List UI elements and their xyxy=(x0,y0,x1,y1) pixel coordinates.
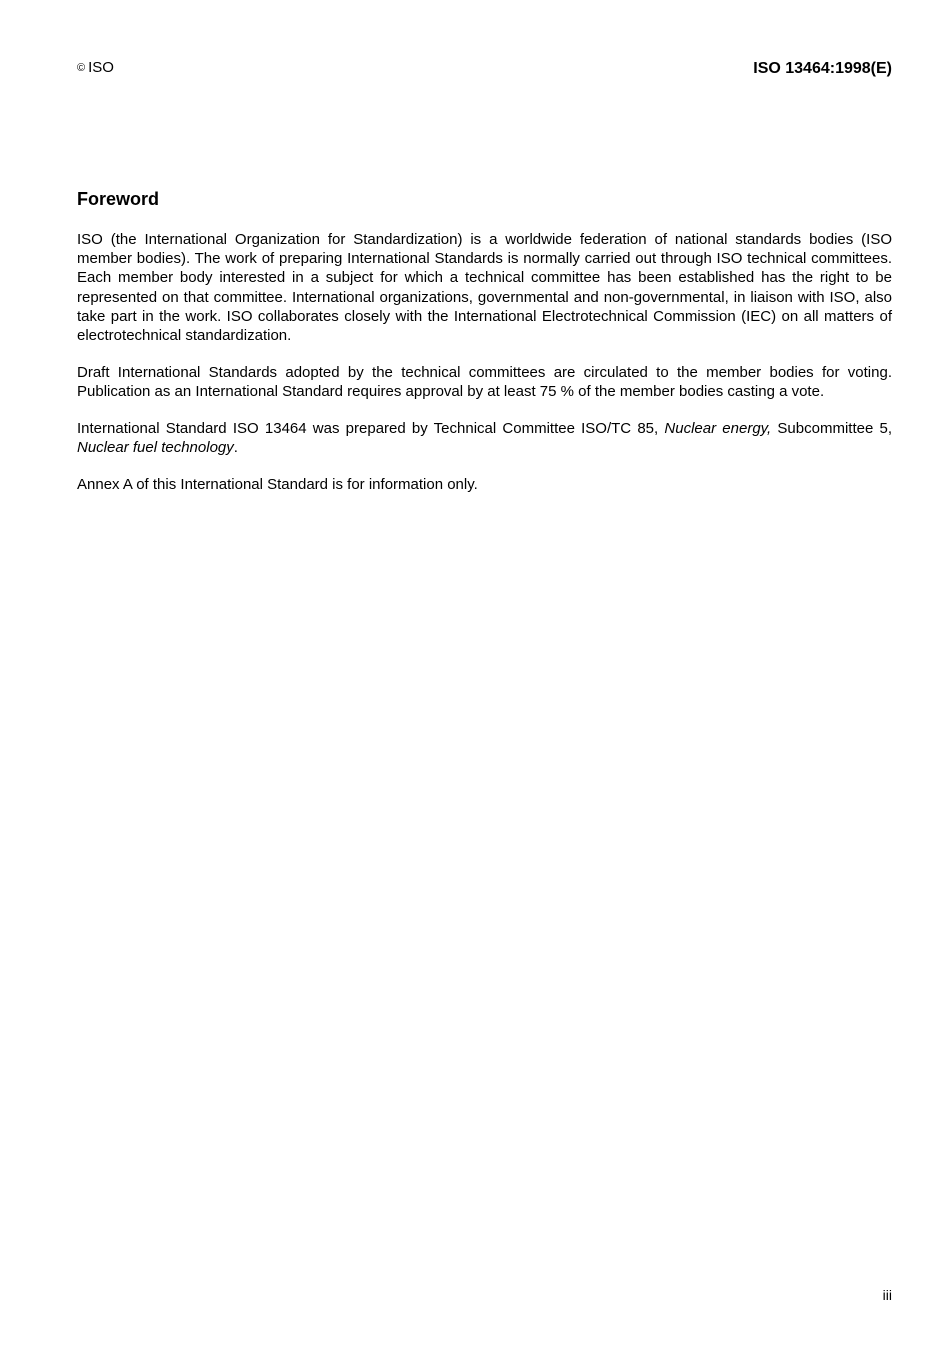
preparation-text-2: Subcommittee 5, xyxy=(771,419,893,437)
copyright-notice xyxy=(77,59,114,78)
copyright-owner: ISO xyxy=(88,59,114,76)
document-identifier: ISO 13464:1998(E) xyxy=(753,60,892,77)
foreword-section xyxy=(77,188,892,511)
section-title: Foreword xyxy=(77,189,160,209)
copyright-symbol: © xyxy=(77,62,86,74)
page-number: iii xyxy=(882,1287,892,1303)
preparation-text-3: . xyxy=(233,438,238,456)
subcommittee-name: Nuclear fuel technology xyxy=(77,438,234,456)
paragraph-iso-description: ISO (the International Organization for Standardization) is a worldwide federation of national standards bodies (ISO member bodies). The work of preparing International Standards is normally carried out through ISO technical committees. Each member body interested in a subject for which a technical committee has been established has the right to be represented on that committee. International organizations, governmental and non-governmental, in liaison with ISO, also take part in the work. ISO collaborates closely with the International Electrotechnical Commission (IEC) on all matters of electrotechnical standardization. xyxy=(77,231,892,345)
committee-name: Nuclear energy, xyxy=(664,419,772,437)
paragraph-voting: Draft International Standards adopted by the technical committees are circulated to the member bodies for voting. Publication as an International Standard requires approval by at least 75 % of the member bodies casting a vote. xyxy=(77,363,892,400)
preparation-text-1: International Standard ISO 13464 was prepared by Technical Committee ISO/TC 85, xyxy=(77,419,665,437)
paragraph-annex: Annex A of this International Standard is for information only. xyxy=(77,475,478,493)
paragraph-preparation xyxy=(77,419,892,457)
